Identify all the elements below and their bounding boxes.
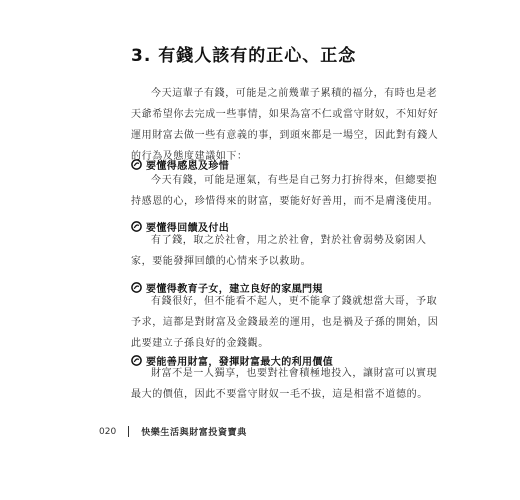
paragraph-line: 有了錢，取之於社會，用之於社會，對於社會弱勢及窮困人	[151, 235, 427, 246]
ornament-icon	[131, 159, 142, 170]
paragraph-line: 此要建立子孫良好的金錢觀。	[131, 338, 269, 349]
paragraph-line: 今天有錢，可能是運氣，有些是自己努力打拚得來，但總要抱	[151, 175, 438, 186]
book-title: 快樂生活與財富投資寶典	[141, 428, 247, 438]
paragraph-line: 最大的價值，因此不要當守財奴一毛不拔，這是相當不道德的。	[131, 389, 428, 400]
subsection-title-text: 要懂得感恩及珍惜	[146, 161, 230, 172]
giving-back-paragraph	[131, 230, 427, 272]
paragraph-line: 家，要能發揮回饋的心情來予以救助。	[131, 256, 312, 267]
paragraph-line: 有錢很好，但不能看不起人，更不能拿了錢就想當大哥，予取	[151, 296, 438, 307]
subsection-title-text: 要懂得教育子女，建立良好的家風門規	[146, 284, 323, 295]
subsection-title-text: 要能善用財富，發揮財富最大的利用價值	[146, 357, 334, 368]
page-number: 020	[99, 426, 117, 437]
wealth-use-paragraph	[131, 363, 438, 405]
footer-divider	[128, 426, 129, 437]
paragraph-line: 天爺希望你去完成一些事情，如果為富不仁或當守財奴，不知好好	[131, 109, 439, 120]
paragraph-line: 財富不是一人獨享，也要對社會積極地投入，讓財富可以實現	[151, 368, 438, 379]
family-rules-paragraph	[131, 291, 439, 354]
subsection-title-text: 要懂得回饋及付出	[146, 223, 230, 234]
paragraph-line: 的行為及態度建議如下：	[131, 151, 248, 162]
paragraph-line: 今天這輩子有錢，可能是之前幾輩子累積的福分，有時也是老	[151, 88, 438, 99]
paragraph-line: 運用財富去做一些有意義的事，到頭來都是一場空，因此對有錢人	[131, 130, 439, 141]
gratitude-paragraph	[131, 170, 439, 212]
intro-paragraph	[131, 83, 439, 167]
page-footer	[99, 425, 247, 438]
paragraph-line: 予求，這都是對財富及金錢最差的運用，也是禍及子孫的開始，因	[131, 317, 439, 328]
section-heading: 3. 有錢人該有的正心、正念	[131, 46, 357, 66]
paragraph-line: 持感恩的心，珍惜得來的財富，要能好好善用，而不是膚淺使用。	[131, 196, 439, 207]
